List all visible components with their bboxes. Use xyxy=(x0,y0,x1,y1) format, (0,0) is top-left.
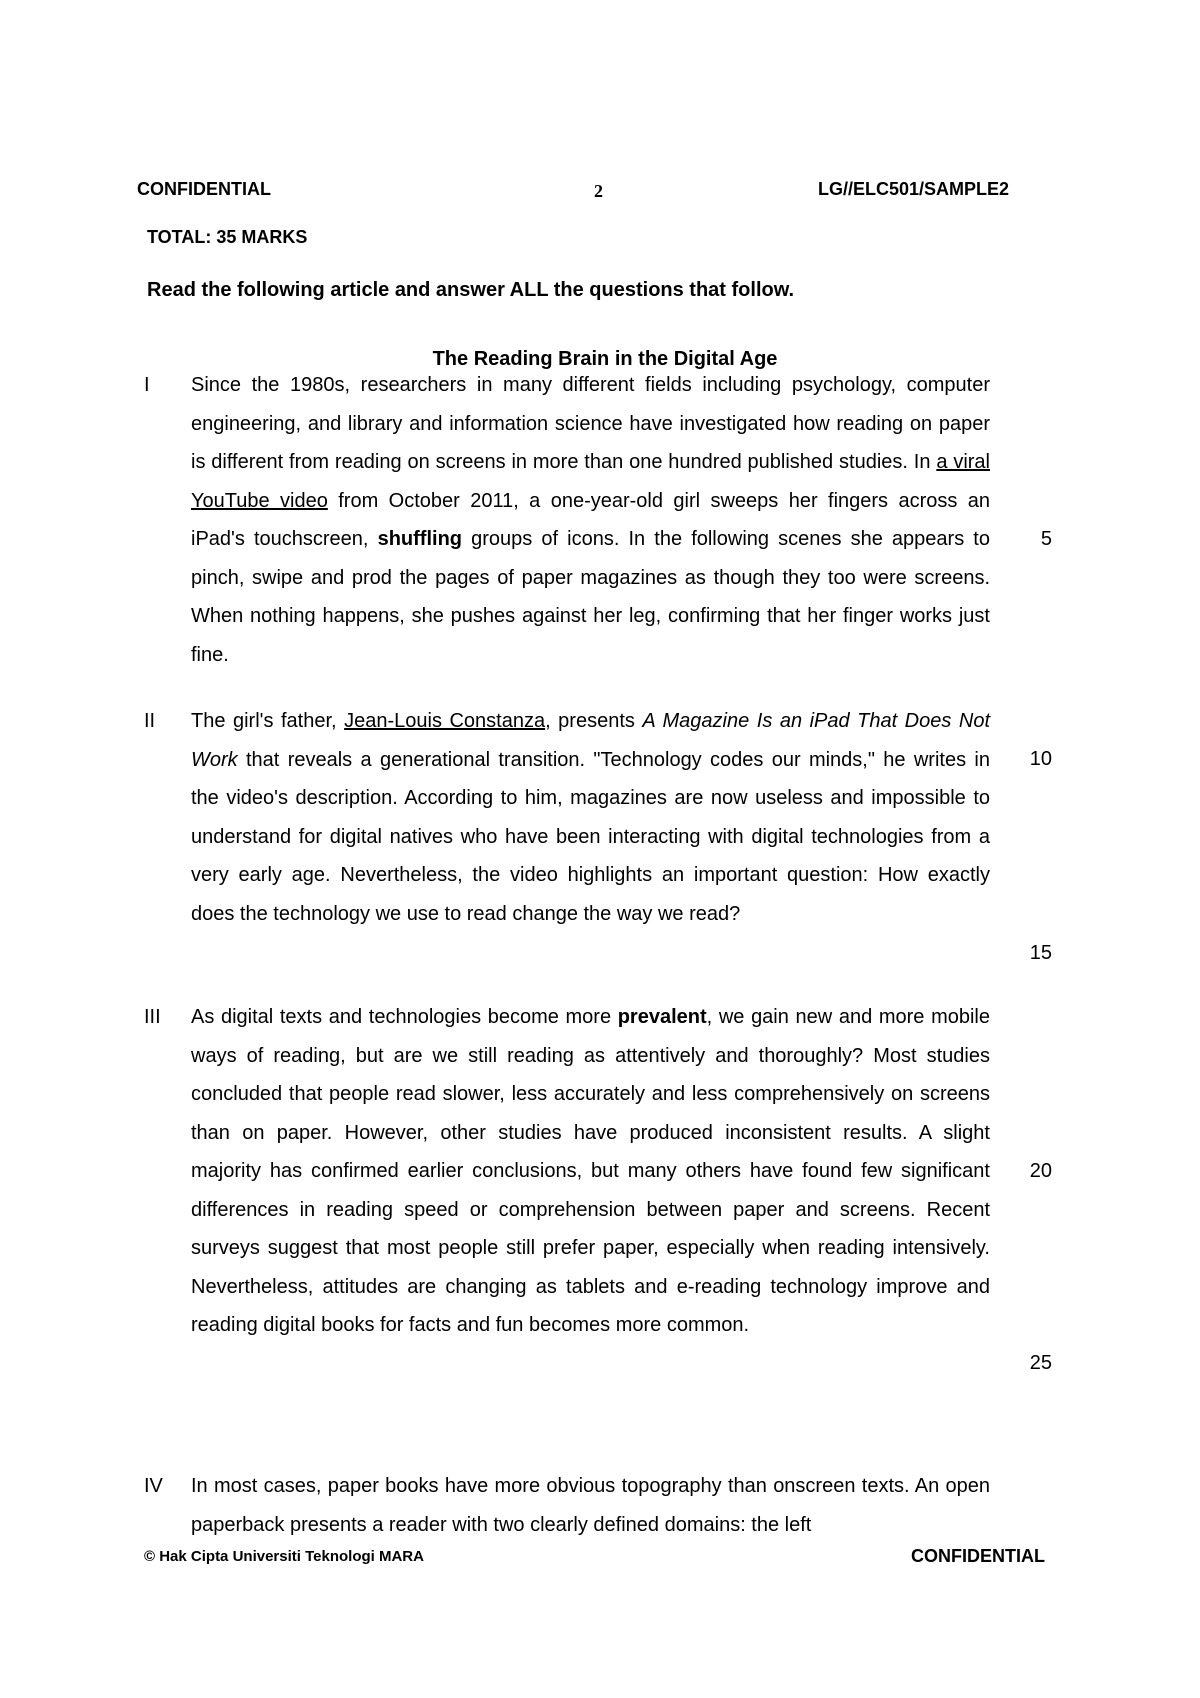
paragraph-text: As digital texts and technologies become more xyxy=(191,1006,618,1028)
footer-copyright: © Hak Cipta Universiti Teknologi MARA xyxy=(144,1548,424,1565)
jean-louis-constanza-link[interactable]: Jean-Louis Constanza xyxy=(344,710,546,732)
viral-video-link[interactable]: a viral YouTube video xyxy=(191,451,990,512)
paragraph-numeral: II xyxy=(144,710,156,732)
paragraph-text: The girl's father, xyxy=(191,710,345,732)
line-number: 25 xyxy=(1029,1352,1052,1374)
paragraph-4 xyxy=(191,1467,990,1544)
paragraph-text: groups of icons. In the following scenes she appears to pinch, swipe and prod the pages of paper magazines as though they too were screens. When nothing happens, she pushes against her leg, confirming that her finger works just fine. xyxy=(191,528,990,666)
line-number: 5 xyxy=(1040,528,1052,550)
instruction: Read the following article and answer ALL the questions that follow. xyxy=(147,279,795,301)
paragraph-text: , we gain new and more mobile ways of reading, but are we still reading as attentively and thoroughly? Most studies concluded that people read slower, less accurately and less comprehensively on screens than on paper. However, other studies have produced inconsistent results. A slight majority has confirmed earlier conclusions, but many others have found few significant differences in reading speed or comprehension between paper and screens. Recent surveys suggest that most people still prefer paper, especially when reading intensively. Nevertheless, attitudes are changing as tablets and e-reading technology improve and reading digital books for facts and fun becomes more common. xyxy=(191,1006,990,1336)
paragraph-text: , presents xyxy=(545,710,643,732)
paragraph-numeral: I xyxy=(144,374,150,396)
paragraph-numeral: IV xyxy=(144,1475,163,1497)
footer-confidential: CONFIDENTIAL xyxy=(911,1546,1045,1566)
line-number: 20 xyxy=(1029,1160,1052,1182)
paragraph-text: Since the 1980s, researchers in many different fields including psychology, computer engineering, and library and information science have investigated how reading on paper is different from reading on screens in more than one hundred published studies. In xyxy=(191,374,990,473)
article-title: The Reading Brain in the Digital Age xyxy=(432,348,778,370)
header-document-code: LG//ELC501/SAMPLE2 xyxy=(818,179,1010,199)
page-number: 2 xyxy=(594,181,603,201)
paragraph-numeral: III xyxy=(144,1006,161,1028)
bold-term-shuffling: shuffling xyxy=(377,528,463,550)
paragraph-text: from October 2011, a one-year-old girl sweeps her fingers across an iPad's touchscreen, xyxy=(191,489,991,550)
paragraph-3 xyxy=(191,998,990,1345)
paragraph-text: that reveals a generational transition. "Technology codes our minds," he writes in the video's description. According to him, magazines are now useless and impossible to understand for digital natives who have been interacting with digital technologies from a very early age. Nevertheless, the video highlights an important question: How exactly does the technology we use to read change the way we read? xyxy=(191,748,990,925)
paragraph-1 xyxy=(191,366,990,674)
line-number: 15 xyxy=(1029,942,1052,964)
line-number: 10 xyxy=(1029,748,1052,770)
italic-title: A Magazine Is an iPad That Does Not Work xyxy=(191,710,991,771)
paragraph-text: In most cases, paper books have more obvious topography than onscreen texts. An open paperback presents a reader with two clearly defined domains: the left xyxy=(191,1475,990,1536)
paragraph-2 xyxy=(191,702,990,933)
total-marks: TOTAL: 35 MARKS xyxy=(147,227,308,247)
header-confidential: CONFIDENTIAL xyxy=(137,179,271,199)
bold-term-prevalent: prevalent xyxy=(617,1006,707,1028)
